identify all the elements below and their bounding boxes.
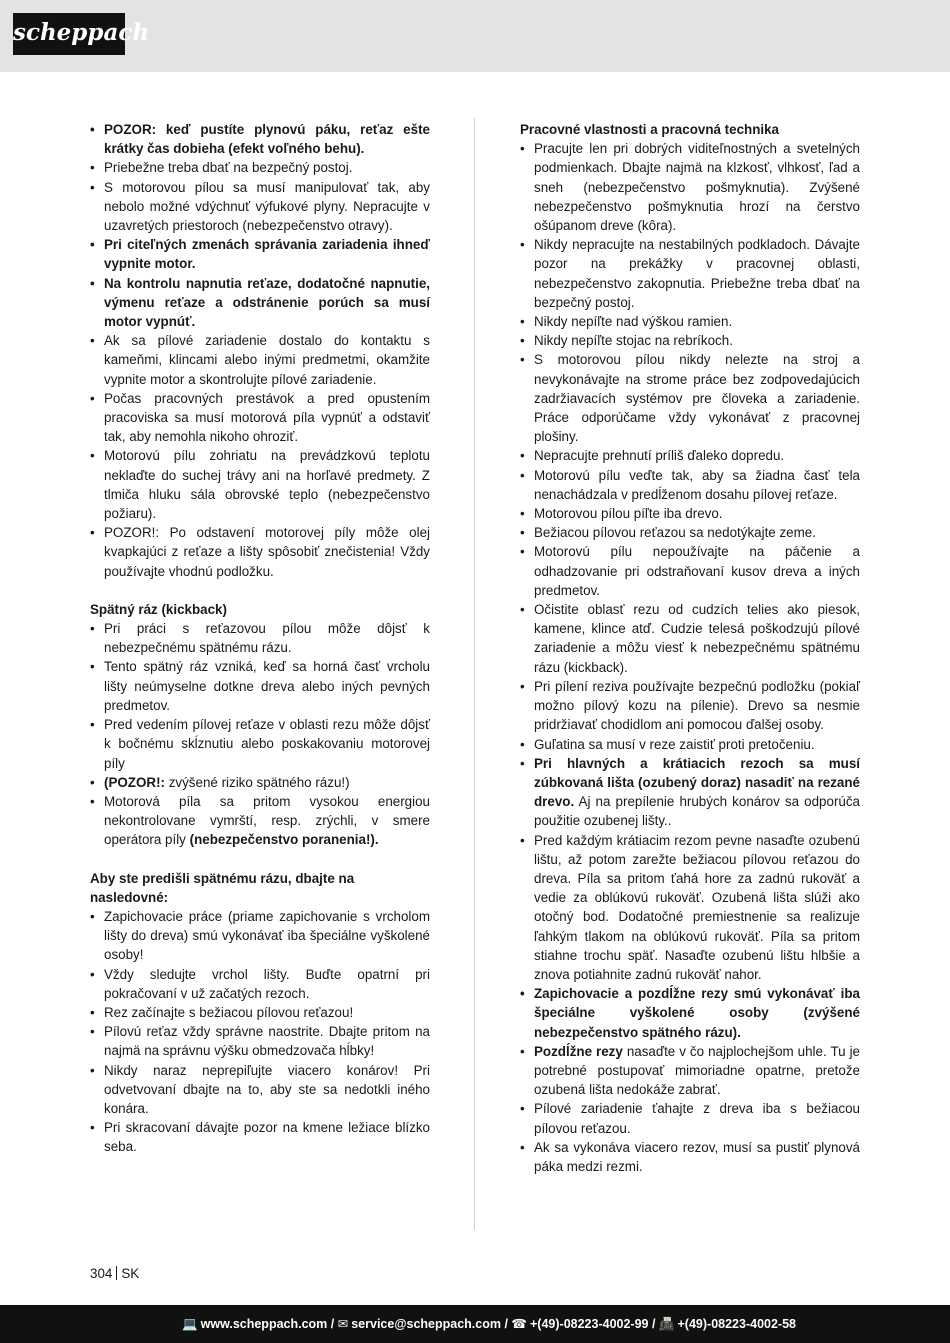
phone-number: +(49)-08223-4002-99 / bbox=[530, 1317, 656, 1331]
working-technique-heading: Pracovné vlastnosti a pracovná technika bbox=[520, 122, 779, 137]
page-footer bbox=[0, 1305, 950, 1343]
final-list bbox=[520, 1099, 860, 1176]
list-item: • Rez začínajte s bežiacou pílovou reťazou! bbox=[90, 1003, 430, 1022]
list-item: • S motorovou pílou sa musí manipulovať tak, aby nebolo možné vdýchnuť výfukové plyny. Nepracujte v uzavretých priestoroch (nebezpečenstvo otravy). bbox=[90, 178, 430, 236]
cutting-list bbox=[520, 831, 860, 1042]
kickback-list bbox=[90, 619, 430, 849]
list-item: • Vždy sledujte vrchol lišty. Buďte opatrní pri pokračovaní v už začatých rezoch. bbox=[90, 965, 430, 1003]
column-divider bbox=[474, 118, 475, 1230]
rip-cut-list bbox=[520, 1042, 860, 1100]
website-link[interactable]: www.scheppach.com / bbox=[200, 1317, 335, 1331]
list-item: • Pri citeľných zmenách správania zariadenia ihneď vypnite motor. bbox=[90, 235, 430, 273]
scheppach-logo: scheppach bbox=[13, 13, 125, 55]
list-item: • Nikdy nepíľte stojac na rebríkoch. bbox=[520, 331, 860, 350]
list-item: • Ak sa pílové zariadenie dostalo do kontaktu s kameňmi, klincami alebo inými predmetmi, okamžite vypnite motor a skontrolujte pílové zariadenie. bbox=[90, 331, 430, 389]
language-code: SK bbox=[121, 1266, 140, 1281]
list-item: • Počas pracovných prestávok a pred opustením pracoviska sa musí motorová píla vypnúť a odstaviť tak, aby nemohla nikoho ohroziť. bbox=[90, 389, 430, 447]
list-item: • Zapichovacie práce (priame zapichovanie s vrcholom lišty do dreva) smú vykonávať iba špeciálne vyškolené osoby! bbox=[90, 907, 430, 965]
list-item: • Motorovou pílou píľte iba drevo. bbox=[520, 504, 860, 523]
list-item-text: nasaďte v čo najplochejšom uhle. Tu je potrebné postupovať mimoriadne opatrne, pretože ozubená lišta nedokáže zabrať. bbox=[534, 1043, 860, 1098]
safety-list bbox=[90, 120, 430, 581]
page-number bbox=[90, 1265, 139, 1283]
list-item: • Tento spätný ráz vzniká, keď sa horná časť vrcholu lišty neúmyselne dotkne dreva alebo iných pevných predmetov. bbox=[90, 657, 430, 715]
list-item bbox=[520, 754, 860, 831]
mail-icon: ✉ bbox=[337, 1317, 349, 1331]
list-item: • Bežiacou pílovou reťazou sa nedotýkajte zeme. bbox=[520, 523, 860, 542]
list-item: • Priebežne treba dbať na bezpečný postoj. bbox=[90, 158, 430, 177]
avoid-kickback-list bbox=[90, 907, 430, 1157]
list-item: • Nikdy nepracujte na nestabilných podkladoch. Dávajte pozor na prekážky v pracovnej oblasti, nebezpečenstvo zakopnutia. Priebežne treba dbať na bezpečný postoj. bbox=[520, 235, 860, 312]
list-item-text: Motorová píla sa pritom vysokou energiou nekontrolovane vymrští, resp. zrýchli, v smere operátora píly bbox=[104, 793, 430, 848]
list-item-text: zvýšené riziko spätného rázu!) bbox=[165, 774, 350, 790]
kickback-heading: Spätný ráz (kickback) bbox=[90, 601, 227, 617]
list-item: • POZOR!: Po odstavení motorovej píly môže olej kvapkajúci z reťaze a lišty spôsobiť znečistenia! Vždy používajte vhodnú podložku. bbox=[90, 523, 430, 581]
page-number-separator bbox=[116, 1266, 117, 1280]
avoid-kickback-heading: Aby ste predišli spätnému rázu, dbajte na nasledovné: bbox=[90, 870, 355, 905]
list-item: • Motorovú pílu nepoužívajte na páčenie a odhadzovanie pri odstraňovaní kusov dreva a iných predmetov. bbox=[520, 542, 860, 600]
list-item-bold: Pozdĺžne rezy bbox=[534, 1043, 623, 1059]
right-column bbox=[520, 120, 860, 1176]
list-item-text: Aj na prepílenie hrubých konárov sa odporúča použitie ozubenej lišty.. bbox=[534, 794, 860, 829]
list-item: • Pri práci s reťazovou pílou môže dôjsť k nebezpečnému spätnému rázu. bbox=[90, 619, 430, 657]
email-link[interactable]: service@scheppach.com / bbox=[351, 1317, 508, 1331]
warning-label: (POZOR!: bbox=[104, 774, 165, 790]
list-item: • S motorovou pílou nikdy nelezte na stroj a nevykonávajte na strome práce bez zodpovedajúcich zadržiavacích systémov pre človeka a zariadenie. Práce odporúčame vždy vykonávať z pracovnej plošiny. bbox=[520, 350, 860, 446]
list-item-bold: Pri hlavných a krátiacich rezoch sa musí zúbkovaná lišta (ozubený doraz) nasadiť na rezané drevo. bbox=[534, 755, 860, 810]
list-item: • Pílovú reťaz vždy správne naostrite. Dbajte pritom na najmä na správnu výšku obmedzovača hĺbky! bbox=[90, 1022, 430, 1060]
list-item: • Motorovú pílu veďte tak, aby sa žiadna časť tela nenachádzala v predĺženom dosahu pílovej reťaze. bbox=[520, 466, 860, 504]
list-item: • Nikdy nepíľte nad výškou ramien. bbox=[520, 312, 860, 331]
warning-label: (nebezpečenstvo poranenia!). bbox=[189, 832, 379, 848]
working-technique-list bbox=[520, 139, 860, 754]
phone-icon: ☎ bbox=[511, 1317, 527, 1331]
page-header bbox=[0, 0, 950, 72]
list-item: • Zapichovacie a pozdĺžne rezy smú vykonávať iba špeciálne vyškolené osoby (zvýšené nebezpečenstvo spätného rázu). bbox=[520, 984, 860, 1042]
list-item: • Nikdy naraz neprepiľujte viacero konárov! Pri odvetvovaní dbajte na to, aby ste sa nedotkli iného konára. bbox=[90, 1061, 430, 1119]
bumper-list bbox=[520, 754, 860, 831]
list-item: • Pri skracovaní dávajte pozor na kmene ležiace blízko seba. bbox=[90, 1118, 430, 1156]
contact-line bbox=[182, 1305, 796, 1343]
list-item bbox=[90, 792, 430, 850]
list-item: • Motorovú pílu zohriatu na prevádzkovú teplotu neklaďte do suchej trávy ani na horľavé predmety. Z tlmiča hluku sála obrovské teplo (nebezpečenstvo požiaru). bbox=[90, 446, 430, 523]
list-item: • Pred každým krátiacim rezom pevne nasaďte ozubenú lištu, až potom zarežte bežiacou pílovou reťazou do dreva. Píla sa pritom ťahá hore za zadnú rukoväť a vedie za oblúkovú rukoväť. Ozubená lišta slúži ako otočný bod. Dodatočné premiestnenie sa realizuje ľahkým tlakom na oblúkovú rukoväť. Píla sa pritom stiahne trochu späť. Nasaďte ozubenú lištu hlbšie a znova potiahnite zadnú rukoväť nahor. bbox=[520, 831, 860, 985]
list-item bbox=[520, 1042, 860, 1100]
list-item: • Očistite oblasť rezu od cudzích telies ako piesok, kamene, klince atď. Cudzie telesá poškodzujú pílové zariadenie a môžu viesť k nebezpečnému spätnému rázu (kickback). bbox=[520, 600, 860, 677]
list-item: • Ak sa vykonáva viacero rezov, musí sa pustiť plynová páka medzi rezmi. bbox=[520, 1138, 860, 1176]
list-item: • Guľatina sa musí v reze zaistiť proti pretočeniu. bbox=[520, 735, 860, 754]
list-item: • Pílové zariadenie ťahajte z dreva iba s bežiacou pílovou reťazou. bbox=[520, 1099, 860, 1137]
fax-number: +(49)-08223-4002-58 bbox=[677, 1317, 796, 1331]
list-item: • Pracujte len pri dobrých viditeľnostných a svetelných podmienkach. Dbajte najmä na klzkosť, vlhkosť, ľad a sneh (nebezpečenstvo pošmyknutia). Zvýšené nebezpečenstvo pošmyknutia hrozí na čerstvo ošúpanom dreve (kôra). bbox=[520, 139, 860, 235]
computer-icon: 💻 bbox=[182, 1317, 198, 1331]
list-item: • Nepracujte prehnutí príliš ďaleko dopredu. bbox=[520, 446, 860, 465]
list-item: • Na kontrolu napnutia reťaze, dodatočné napnutie, výmenu reťaze a odstránenie porúch sa musí motor vypnúť. bbox=[90, 274, 430, 332]
list-item bbox=[90, 773, 430, 792]
fax-icon: 📠 bbox=[658, 1317, 675, 1331]
list-item: • Pri pílení reziva používajte bezpečnú podložku (pokiaľ možno pílový kozu na pílenie). Drevo sa nesmie pridržiavať chodidlom ani pomocou ďalšej osoby. bbox=[520, 677, 860, 735]
page-number-value: 304 bbox=[90, 1266, 113, 1281]
left-column bbox=[90, 120, 430, 1157]
list-item: • POZOR: keď pustíte plynovú páku, reťaz ešte krátky čas dobieha (efekt voľného behu). bbox=[90, 120, 430, 158]
list-item: • Pred vedením pílovej reťaze v oblasti rezu môže dôjsť k bočnému skĺznutiu alebo poskakovaniu motorovej píly bbox=[90, 715, 430, 773]
